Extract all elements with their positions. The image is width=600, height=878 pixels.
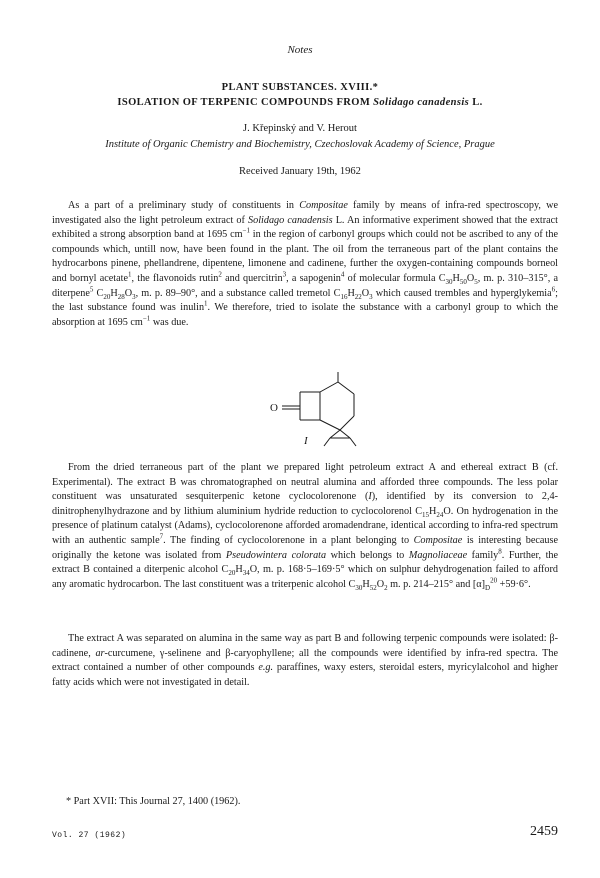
cyclopropane-bond [330, 430, 340, 438]
title-line-1: PLANT SUBSTANCES. XVIII.* [221, 82, 379, 93]
paragraph-3: The extract A was separated on alumina in the same way as part B and following terpenic compounds were isolated: β-cadinene, ar-curcumene, γ-selinene and β-caryophyllene; all the compounds were identified by infra-red spectra. The extract contained a number of other compounds e.g. paraffines, waxy esters, steroidal esters, myricylalcohol and higher fatty acids which were not investigated in detail. [52, 633, 558, 688]
paragraph-2: From the dried terraneous part of the plant we prepared light petroleum extract A and ethereal extract B (cf. Experimental). The extract B was chromatographed on neutral alumina and afforded three compounds. The less polar constituent was unsaturated sesquiterpenic ketone cyclocolorenone (I), identified by its conversion to 2,4-dinitrophenylhydrazone and by lithium aluminium hydride reduction to cyclocolorenol $C_{15}H_{24}O$. On hydrogenation in the presence of platinum catalyst (Adams), cyclocolorenone afforded aromadendrane, identical according to infra-red spectrum with an authentic sample$^7$. The finding of cyclocolorenone in a plant belonging to Compositae is interesting because originally the ketone was isolated from Pseudowintera colorata which belongs to Magnoliaceae family$^8$. Further, the extract B contained a diterpenic alcohol $C_{20}H_{34}O$, m. p. 168·5–169·5° which on sulphur dehydrogenation failed to afford any aromatic hydrocarbon. The last constituent was a triterpenic alcohol $C_{30}H_{52}O_2$ m. p. 214–215° and $[\alpha]_D^{20} +59\cdot 6^\circ$. [52, 462, 559, 592]
title-suffix: L. [469, 97, 483, 108]
compound-numeral: I [304, 435, 308, 447]
title-prefix: ISOLATION OF TERPENIC COMPOUNDS FROM [117, 97, 374, 108]
bond [338, 382, 354, 394]
cyclopropane-bond [340, 430, 350, 438]
oxygen-label: O [270, 402, 278, 414]
title-line-2 [0, 97, 600, 108]
footnote: * Part XVII: This Journal 27, 1400 (1962). [66, 796, 241, 807]
bond [340, 416, 354, 430]
institution: Institute of Organic Chemistry and Biochemistry, Czechoslovak Academy of Science, Prague [105, 139, 495, 150]
title-species: Solidago canadensis [373, 97, 470, 108]
structure-formula [268, 372, 364, 454]
methyl-bond [324, 438, 330, 446]
authors: J. Křepinský and V. Herout [243, 123, 357, 134]
paragraph-1: As a part of a preliminary study of constituents in Compositae family by means of infra-red spectroscopy, we investigated also the light petroleum extract of Solidago canadensis L. An informative experiment showed that the extract exhibited a strong absorption band at 1695 $cm^{-1}$ in the region of carbonyl groups which could not be ascribed to any of the compounds which, untill now, have been found in the plant. The oil from the terraneous part of the plant contains the hydrocarbons pinene, phellandrene, dipentene, limonene and cadinene, further the oxygen-containing compounds borneol and bornyl acetate$^1$, the flavonoids rutin$^2$ and quercitrin$^3$, a sapogenin$^4$ of molecular formula $C_{30}H_{50}O_5$, m. p. 310–315°, a diterpene$^5$ $C_{20}H_{28}O_3$, m. p. 89–90°, and a substance called tremetol $C_{16}H_{22}O_3$ which caused trembles and hyperglykemia$^6$; the last substance found was inulin$^1$. We therefore, tried to isolate the substance with a carbonyl group to which the absorption at 1695 $cm^{-1}$ was due. [52, 200, 559, 328]
volume-label: Vol. 27 (1962) [52, 831, 127, 840]
running-head: Notes [287, 44, 313, 56]
page-number: 2459 [530, 824, 558, 839]
received-date: Received January 19th, 1962 [239, 166, 361, 177]
bond [320, 420, 340, 430]
bond [320, 382, 338, 392]
methyl-bond [350, 438, 356, 446]
